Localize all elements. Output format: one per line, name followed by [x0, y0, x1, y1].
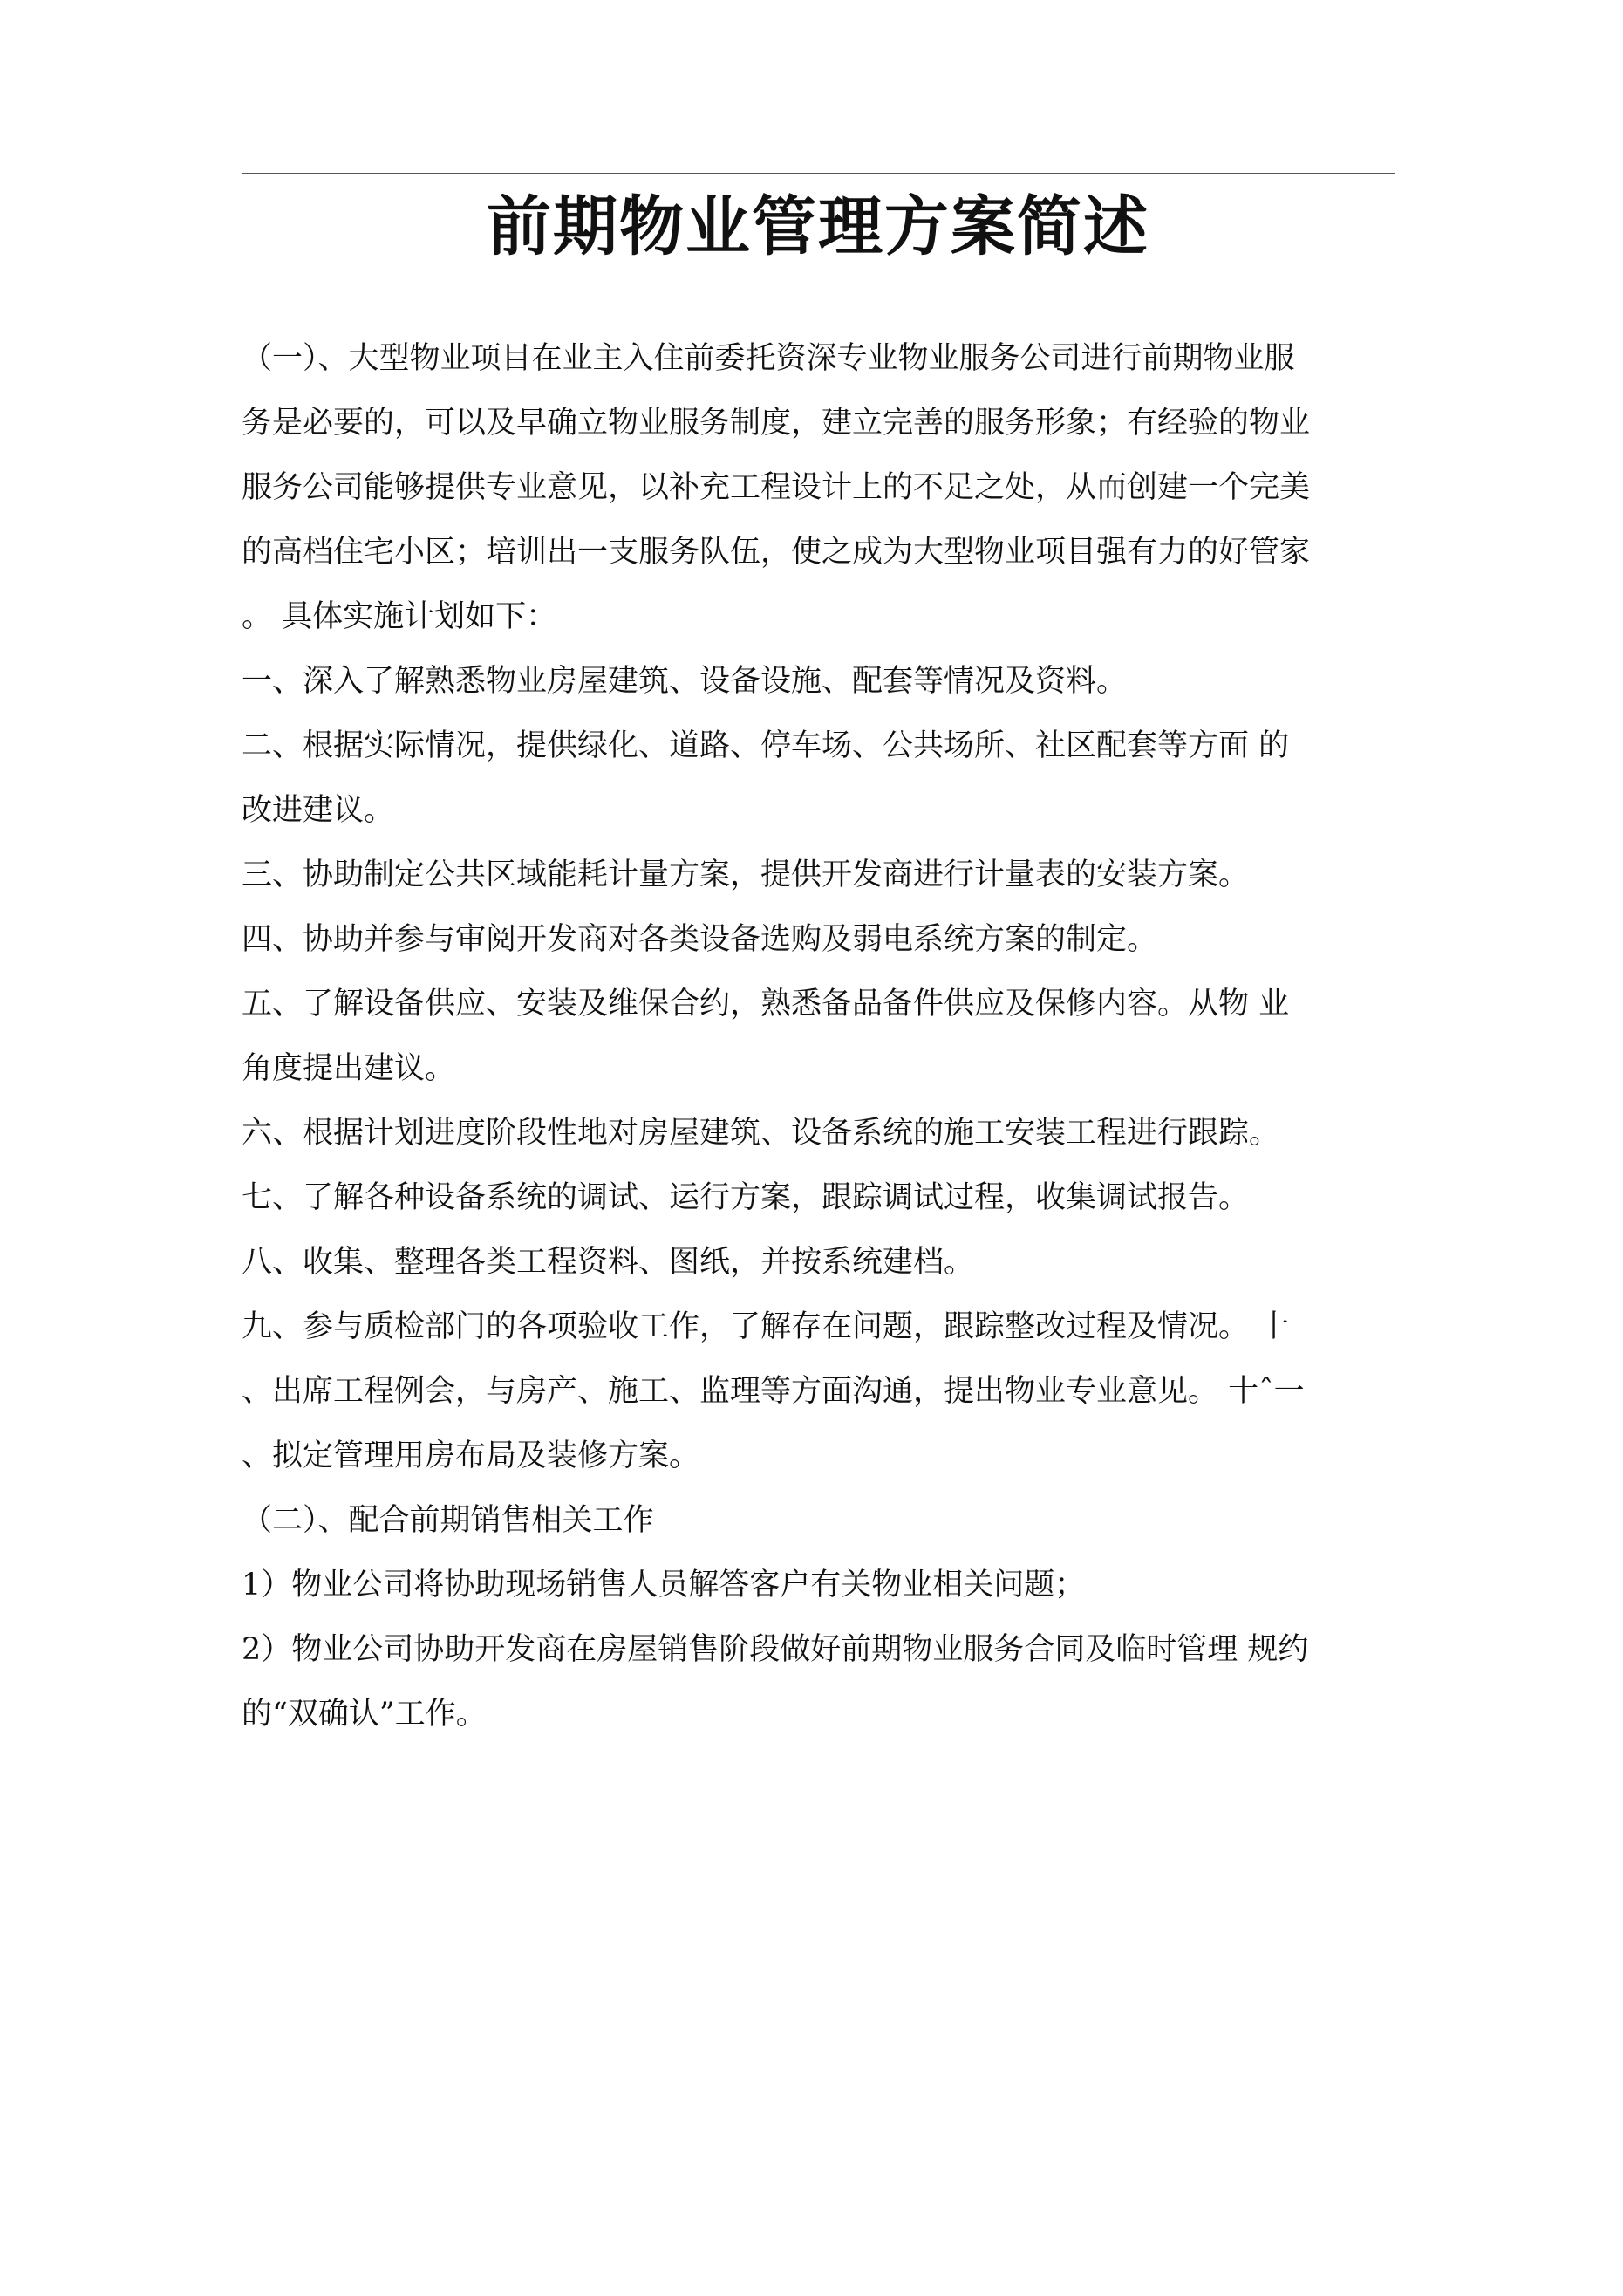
- text-line-20: 1）物业公司将协助现场销售人员解答客户有关物业相关问题；: [242, 1568, 1086, 1602]
- text-line-11: 五、了解设备供应、安装及维保合约，熟悉备品备件供应及保修内容。从物 业: [242, 987, 1290, 1022]
- text-line-16: 九、参与质检部门的各项验收工作，了解存在问题，跟踪整改过程及情况。 十: [242, 1309, 1290, 1344]
- text-line-18: 、拟定管理用房布局及装修方案。: [242, 1438, 700, 1473]
- text-line-4: 的高档住宅小区；培训出一支服务队伍，使之成为大型物业项目强有力的好管家: [242, 535, 1311, 570]
- text-line-22: 的“双确认”工作。: [242, 1697, 487, 1732]
- text-line-3: 服务公司能够提供专业意见，以补充工程设计上的不足之处，从而创建一个完美: [242, 470, 1311, 505]
- text-line-8: 改进建议。: [242, 793, 395, 828]
- page-title: 前期物业管理方案简述: [487, 189, 1149, 264]
- text-line-2: 务是必要的，可以及早确立物业服务制度，建立完善的服务形象；有经验的物业: [242, 406, 1311, 441]
- text-line-13: 六、根据计划进度阶段性地对房屋建筑、设备系统的施工安装工程进行跟踪。: [242, 1116, 1280, 1151]
- text-line-14: 七、了解各种设备系统的调试、运行方案，跟踪调试过程，收集调试报告。: [242, 1180, 1250, 1215]
- text-line-9: 三、协助制定公共区域能耗计量方案，提供开发商进行计量表的安装方案。: [242, 858, 1250, 892]
- text-line-10: 四、协助并参与审阅开发商对各类设备选购及弱电系统方案的制定。: [242, 922, 1158, 957]
- text-line-12: 角度提出建议。: [242, 1051, 456, 1086]
- text-line-21: 2）物业公司协助开发商在房屋销售阶段做好前期物业服务合同及临时管理 规约: [242, 1632, 1309, 1667]
- text-line-19: （二）、配合前期销售相关工作: [242, 1503, 654, 1538]
- text-line-15: 八、收集、整理各类工程资料、图纸，并按系统建档。: [242, 1245, 975, 1280]
- text-line-6: 一、深入了解熟悉物业房屋建筑、设备设施、配套等情况及资料。: [242, 664, 1128, 699]
- document-body: [242, 326, 1395, 1746]
- text-line-7: 二、根据实际情况，提供绿化、道路、停车场、公共场所、社区配套等方面 的: [242, 728, 1290, 763]
- text-line-1: （一）、大型物业项目在业主入住前委托资深专业物业服务公司进行前期物业服: [242, 341, 1295, 376]
- text-line-5: 。 具体实施计划如下：: [242, 599, 557, 634]
- text-line-17: 、出席工程例会，与房产、施工、监理等方面沟通，提出物业专业意见。 十ˆ一: [242, 1374, 1305, 1409]
